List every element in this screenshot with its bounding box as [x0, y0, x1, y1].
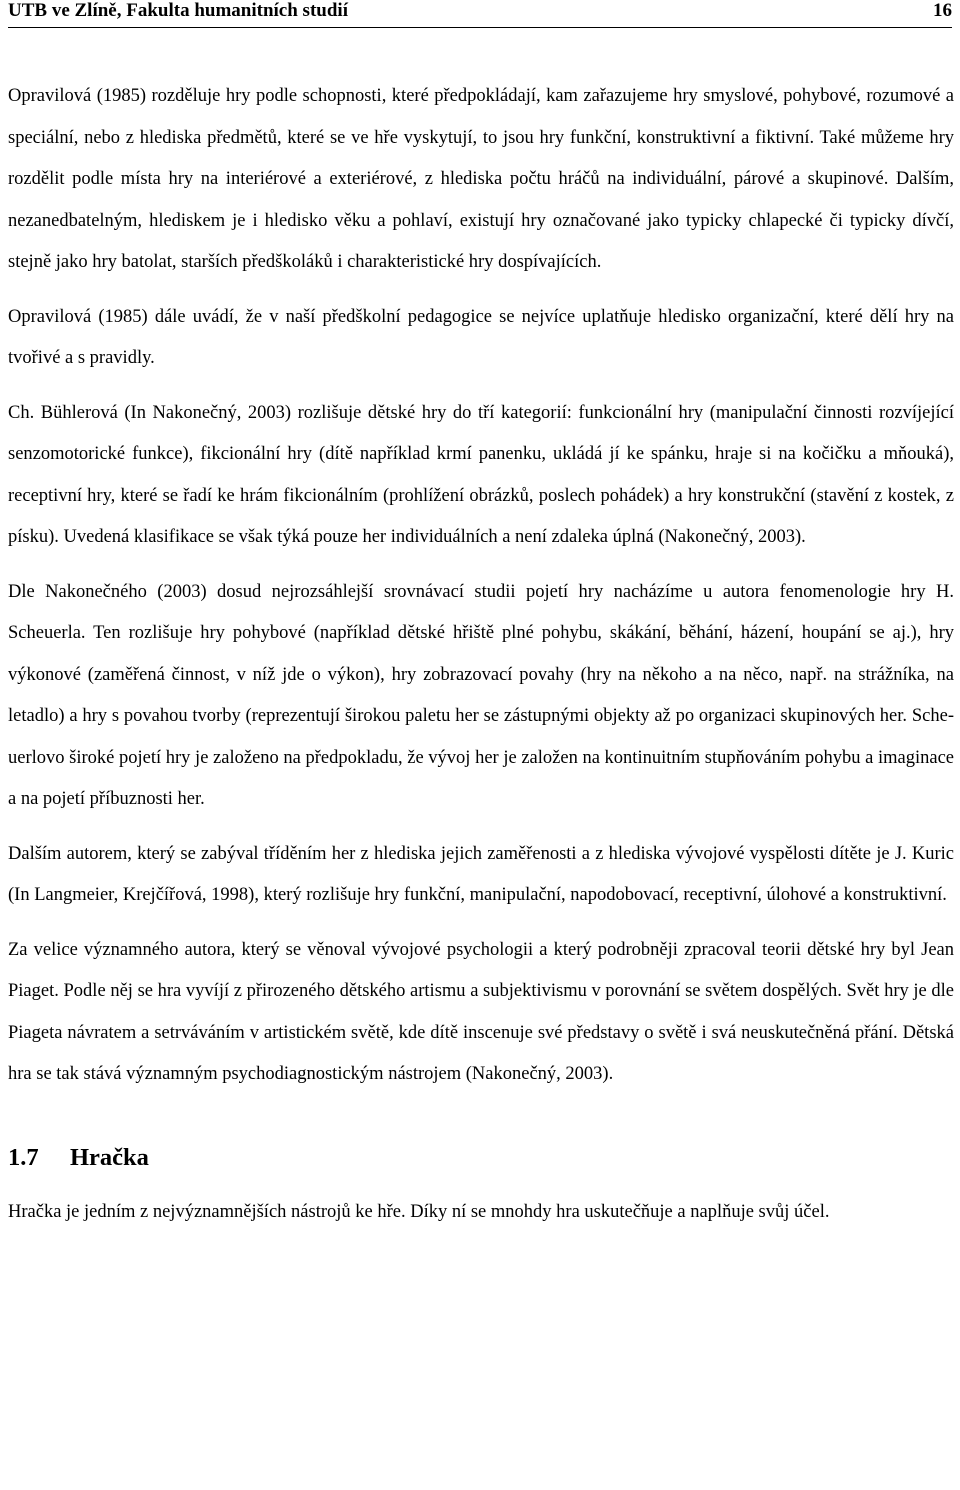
paragraph-kuric: Dalším autorem, který se zabýval tříděním her z hlediska jejich zaměřenosti a z hlediska vývojové vyspělosti dítěte je J. Kuric (In Langmeier, Krejčířová, 1998), který rozlišuje hry funkční, manipulační, napodobovací, receptivní, úlohové a konstruktivní.: [8, 843, 954, 905]
paragraph-hracka: Hračka je jedním z nejvýznamnějších nástrojů ke hře. Díky ní se mnohdy hra uskutečňuje a naplňuje svůj účel.: [8, 1201, 830, 1222]
paragraph-buhlerova: Ch. Bühlerová (In Nakonečný, 2003) rozlišuje dětské hry do tří kategorií: funkcionální hry (manipulační činnosti rozvíjející senzomotorické funkce), fikcionální hry (dítě například krmí panenku, ukládá jí ke spánku, hraje si na kočičku a mňouká), receptivní hry, které se řadí ke hrám fikcionálním (prohlížení obrázků, poslech pohádek) a hry konstrukční (stavění z kostek, z písku). Uvedená klasifikace se však týká pouze her individuálních a není zdaleka úplná (Nakonečný, 2003).: [8, 402, 954, 547]
body-text: [8, 76, 954, 1233]
paragraph-opravilova-classification: Opravilová (1985) rozděluje hry podle schopnosti, které předpokládají, kam zařazujeme hry smyslové, pohybové, rozumové a speciální, nebo z hlediska předmětů, které se ve hře vyskytují, to jsou hry funkční, konstruktivní a fiktivní. Také můžeme hry rozdělit podle místa hry na interiérové a exteriérové, z hlediska počtu hráčů na individuální, párové a skupinové. Dalším, nezanedbatelným, hlediskem je i hledisko věku a pohlaví, existují hry označované jako typicky chlapecké či typicky dívčí, stejně jako hry batolat, starších předškoláků i charakteristické hry dospívajících.: [8, 86, 954, 272]
header-title: UTB ve Zlíně, Fakulta humanitních studií: [8, 0, 348, 21]
paragraph-opravilova-organizational: Opravilová (1985) dále uvádí, že v naší předškolní pedagogice se nejvíce uplatňuje hledisko organizační, které dělí hry na tvořivé a s pravidly.: [8, 306, 954, 368]
header-divider: [8, 27, 952, 28]
page-number: 16: [933, 0, 952, 21]
section-heading: [8, 1138, 954, 1178]
paragraph-piaget: Za velice významného autora, který se věnoval vývojové psychologii a který podrobněji zpracoval teorii dětské hry byl Jean Piaget. Podle něj se hra vyvíjí z přirozeného dětského artismu a subjektivismu v porovnání se světem dospělých. Svět hry je dle Piageta návratem a setrváváním v artistickém světě, kde dítě inscenuje své představy o světě i svá neuskutečněná přání. Dětská hra se tak stává významným psychodiagnostickým nástrojem (Nakonečný, 2003).: [8, 939, 954, 1084]
running-header: [8, 0, 952, 26]
paragraph-scheuerl: Dle Nakonečného (2003) dosud nejrozsáhlejší srovnávací studii pojetí hry nacházíme u autora fenomenologie hry H. Scheuerla. Ten rozlišuje hry pohybové (například dětské hřiště plné pohybu, skákání, běhání, házení, houpání se aj.), hry výkonové (zaměřená činnost, v níž jde o výkon), hry zobrazovací povahy (hry na někoho a na něco, např. na strážníka, na letadlo) a hry s povahou tvorby (reprezentují širokou paletu her se zástupnými objekty až po organizaci skupinových her. Scheuerlovo široké pojetí hry je založeno na předpokladu, že vývoj her je založen na kontinuitním stupňováním pohybu a imaginace a na pojetí příbuznosti her.: [8, 581, 954, 809]
section-number: 1.7: [8, 1143, 39, 1171]
section-title: Hračka: [70, 1143, 149, 1171]
